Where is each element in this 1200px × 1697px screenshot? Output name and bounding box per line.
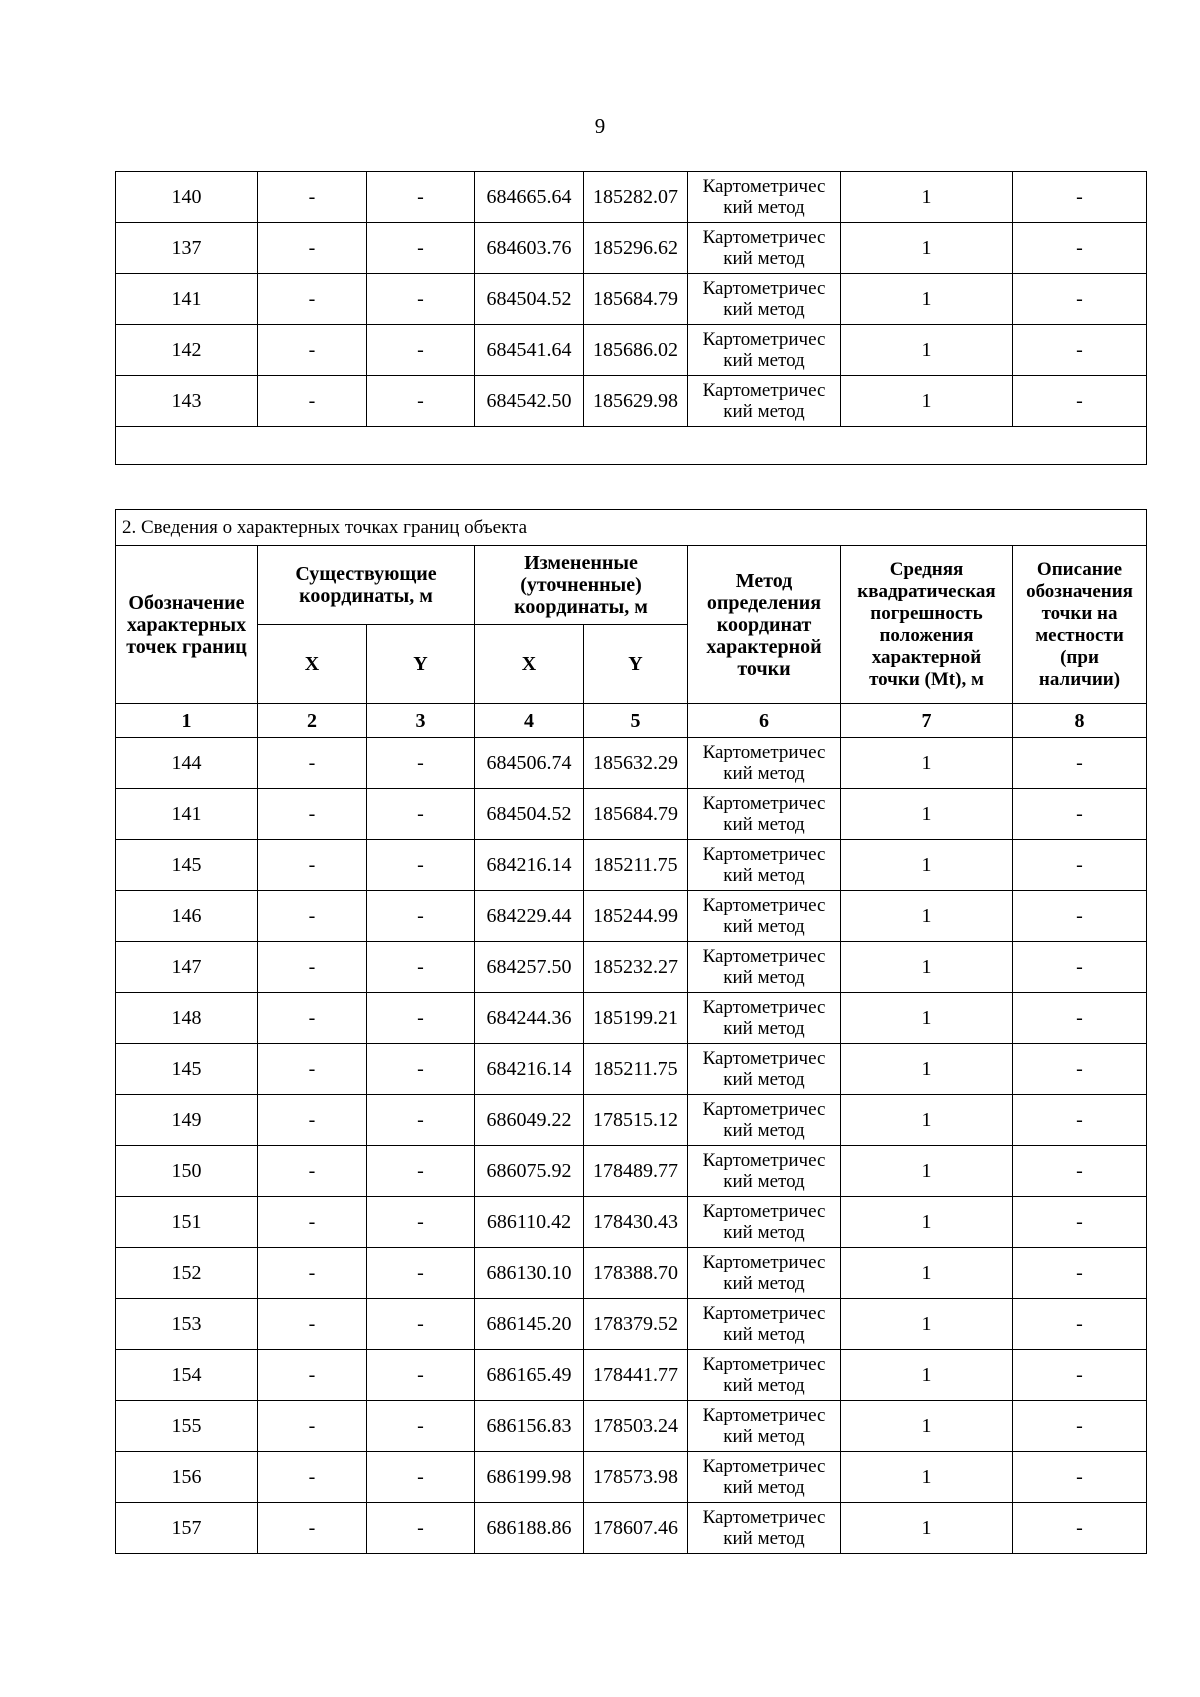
- method-line: кий метод: [723, 1528, 805, 1549]
- method-line: кий метод: [723, 814, 805, 835]
- method-cell: [688, 172, 841, 223]
- changed-x-cell: 686165.49: [475, 1350, 584, 1401]
- changed-y-cell: 178489.77: [584, 1146, 688, 1197]
- method-line: кий метод: [723, 350, 805, 371]
- description-cell: -: [1013, 1197, 1147, 1248]
- point-id-cell: 154: [116, 1350, 258, 1401]
- method-cell: [688, 1095, 841, 1146]
- point-id-cell: 147: [116, 942, 258, 993]
- method-line: кий метод: [723, 1120, 805, 1141]
- column-number: 3: [367, 704, 475, 738]
- table-row: [116, 738, 1147, 789]
- table-row: [116, 1146, 1147, 1197]
- changed-y-cell: 185232.27: [584, 942, 688, 993]
- changed-x-cell: 686075.92: [475, 1146, 584, 1197]
- method-cell: [688, 1146, 841, 1197]
- mt-cell: 1: [841, 891, 1013, 942]
- method-line: кий метод: [723, 1171, 805, 1192]
- existing-x-cell: -: [258, 274, 367, 325]
- mt-cell: 1: [841, 738, 1013, 789]
- table-row: [116, 789, 1147, 840]
- existing-x-cell: -: [258, 1350, 367, 1401]
- mt-cell: 1: [841, 1503, 1013, 1554]
- description-cell: -: [1013, 1503, 1147, 1554]
- existing-x-cell: -: [258, 1452, 367, 1503]
- existing-y-cell: -: [367, 738, 475, 789]
- method-line: кий метод: [723, 967, 805, 988]
- description-cell: -: [1013, 274, 1147, 325]
- point-id-cell: 141: [116, 274, 258, 325]
- changed-y-cell: 185211.75: [584, 1044, 688, 1095]
- method-line: кий метод: [723, 763, 805, 784]
- description-cell: -: [1013, 1095, 1147, 1146]
- existing-y-cell: -: [367, 789, 475, 840]
- existing-y-cell: -: [367, 1299, 475, 1350]
- description-cell: -: [1013, 1452, 1147, 1503]
- changed-x-cell: 686156.83: [475, 1401, 584, 1452]
- header-description-line: (при: [1060, 646, 1099, 668]
- existing-y-cell: -: [367, 172, 475, 223]
- existing-x-cell: -: [258, 993, 367, 1044]
- changed-y-cell: 178503.24: [584, 1401, 688, 1452]
- method-line: Картометричес: [702, 278, 826, 299]
- existing-x-cell: -: [258, 376, 367, 427]
- changed-x-cell: 684504.52: [475, 274, 584, 325]
- changed-x-cell: 686110.42: [475, 1197, 584, 1248]
- description-cell: -: [1013, 1299, 1147, 1350]
- header-mt-line: квадратическая: [857, 580, 996, 602]
- point-id-cell: 148: [116, 993, 258, 1044]
- point-id-cell: 142: [116, 325, 258, 376]
- existing-x-cell: -: [258, 1044, 367, 1095]
- description-cell: -: [1013, 1401, 1147, 1452]
- method-cell: [688, 1401, 841, 1452]
- description-cell: -: [1013, 1248, 1147, 1299]
- mt-cell: 1: [841, 1197, 1013, 1248]
- existing-x-cell: -: [258, 891, 367, 942]
- table-row: [116, 325, 1147, 376]
- description-cell: -: [1013, 1044, 1147, 1095]
- description-cell: -: [1013, 738, 1147, 789]
- changed-y-cell: 185632.29: [584, 738, 688, 789]
- description-cell: -: [1013, 789, 1147, 840]
- column-number: 5: [584, 704, 688, 738]
- changed-x-cell: 686145.20: [475, 1299, 584, 1350]
- points-table-continued: [115, 171, 1147, 465]
- existing-y-cell: -: [367, 1452, 475, 1503]
- existing-y-cell: -: [367, 376, 475, 427]
- column-number: 8: [1013, 704, 1147, 738]
- existing-y-cell: -: [367, 325, 475, 376]
- existing-x-cell: -: [258, 840, 367, 891]
- table-row: [116, 942, 1147, 993]
- mt-cell: 1: [841, 1095, 1013, 1146]
- mt-cell: 1: [841, 942, 1013, 993]
- method-line: Картометричес: [702, 1303, 826, 1324]
- changed-y-cell: 178573.98: [584, 1452, 688, 1503]
- boundary-points-table: [115, 509, 1147, 1554]
- table-row: [116, 1503, 1147, 1554]
- method-line: кий метод: [723, 1477, 805, 1498]
- method-cell: [688, 1452, 841, 1503]
- mt-cell: 1: [841, 993, 1013, 1044]
- method-line: кий метод: [723, 1324, 805, 1345]
- mt-cell: 1: [841, 1401, 1013, 1452]
- description-cell: -: [1013, 993, 1147, 1044]
- header-changed-x: X: [475, 625, 584, 704]
- existing-y-cell: -: [367, 1095, 475, 1146]
- table-row: [116, 840, 1147, 891]
- boundary-points-table-body: [116, 738, 1147, 1554]
- table-row: [116, 891, 1147, 942]
- method-line: кий метод: [723, 299, 805, 320]
- method-line: Картометричес: [702, 329, 826, 350]
- header-changed-y: Y: [584, 625, 688, 704]
- method-cell: [688, 1503, 841, 1554]
- existing-x-cell: -: [258, 1503, 367, 1554]
- method-cell: [688, 789, 841, 840]
- table-row: [116, 1299, 1147, 1350]
- method-line: Картометричес: [702, 844, 826, 865]
- column-number: 4: [475, 704, 584, 738]
- method-line: Картометричес: [702, 1252, 826, 1273]
- method-cell: [688, 325, 841, 376]
- table-row: [116, 1044, 1147, 1095]
- method-line: кий метод: [723, 916, 805, 937]
- table-row: [116, 1452, 1147, 1503]
- method-cell: [688, 1248, 841, 1299]
- existing-x-cell: -: [258, 1299, 367, 1350]
- header-description-line: наличии): [1038, 668, 1121, 690]
- header-changed-line: (уточненные): [520, 574, 642, 596]
- header-point-id-line: характерных: [126, 613, 247, 636]
- points-table-continued-body: [116, 172, 1147, 465]
- section-title: 2. Сведения о характерных точках границ объекта: [116, 510, 1147, 546]
- page-number: 9: [594, 114, 606, 138]
- header-mean-square-error: [841, 546, 1013, 704]
- method-line: Картометричес: [702, 793, 826, 814]
- existing-x-cell: -: [258, 325, 367, 376]
- method-line: кий метод: [723, 1426, 805, 1447]
- changed-x-cell: 684506.74: [475, 738, 584, 789]
- header-description-line: Описание: [1036, 558, 1123, 580]
- header-existing-x: X: [258, 625, 367, 704]
- empty-row: [116, 427, 1147, 465]
- header-changed-line: Измененные: [524, 552, 638, 574]
- column-number: 1: [116, 704, 258, 738]
- mt-cell: 1: [841, 1452, 1013, 1503]
- existing-y-cell: -: [367, 1197, 475, 1248]
- changed-y-cell: 178430.43: [584, 1197, 688, 1248]
- existing-x-cell: -: [258, 1146, 367, 1197]
- header-existing-y: Y: [367, 625, 475, 704]
- existing-y-cell: -: [367, 1503, 475, 1554]
- method-line: кий метод: [723, 1375, 805, 1396]
- changed-x-cell: 684229.44: [475, 891, 584, 942]
- description-cell: -: [1013, 1146, 1147, 1197]
- table-row: [116, 1350, 1147, 1401]
- header-mt-line: точки (Mt), м: [869, 668, 984, 690]
- mt-cell: 1: [841, 1350, 1013, 1401]
- changed-y-cell: 185684.79: [584, 789, 688, 840]
- changed-y-cell: 185629.98: [584, 376, 688, 427]
- method-line: Картометричес: [702, 895, 826, 916]
- header-mt-line: положения: [879, 624, 974, 646]
- table-row: [116, 1401, 1147, 1452]
- point-id-cell: 152: [116, 1248, 258, 1299]
- header-method-line: характерной: [706, 635, 822, 658]
- method-cell: [688, 840, 841, 891]
- existing-y-cell: -: [367, 942, 475, 993]
- header-point-id-line: Обозначение: [128, 591, 245, 614]
- method-line: кий метод: [723, 1222, 805, 1243]
- header-method-line: определения: [706, 591, 822, 614]
- existing-y-cell: -: [367, 891, 475, 942]
- point-id-cell: 157: [116, 1503, 258, 1554]
- method-cell: [688, 1350, 841, 1401]
- point-id-cell: 141: [116, 789, 258, 840]
- existing-y-cell: -: [367, 1146, 475, 1197]
- description-cell: -: [1013, 172, 1147, 223]
- header-point-id-line: точек границ: [126, 635, 247, 658]
- point-id-cell: 150: [116, 1146, 258, 1197]
- header-method-line: точки: [737, 657, 791, 680]
- point-id-cell: 149: [116, 1095, 258, 1146]
- changed-y-cell: 185684.79: [584, 274, 688, 325]
- existing-y-cell: -: [367, 840, 475, 891]
- table-row: [116, 376, 1147, 427]
- method-line: кий метод: [723, 1018, 805, 1039]
- table-row: [116, 274, 1147, 325]
- existing-y-cell: -: [367, 993, 475, 1044]
- header-method: [688, 546, 841, 704]
- mt-cell: 1: [841, 376, 1013, 427]
- mt-cell: 1: [841, 789, 1013, 840]
- method-line: кий метод: [723, 248, 805, 269]
- changed-y-cell: 185199.21: [584, 993, 688, 1044]
- mt-cell: 1: [841, 274, 1013, 325]
- changed-x-cell: 684257.50: [475, 942, 584, 993]
- table-row: [116, 993, 1147, 1044]
- description-cell: -: [1013, 942, 1147, 993]
- changed-x-cell: 684541.64: [475, 325, 584, 376]
- point-id-cell: 156: [116, 1452, 258, 1503]
- existing-y-cell: -: [367, 1248, 475, 1299]
- method-line: Картометричес: [702, 1201, 826, 1222]
- method-line: Картометричес: [702, 176, 826, 197]
- mt-cell: 1: [841, 1146, 1013, 1197]
- method-line: кий метод: [723, 401, 805, 422]
- existing-x-cell: -: [258, 1248, 367, 1299]
- method-line: кий метод: [723, 865, 805, 886]
- table-row: [116, 1095, 1147, 1146]
- header-mt-line: характерной: [871, 646, 982, 668]
- method-line: Картометричес: [702, 1048, 826, 1069]
- existing-x-cell: -: [258, 789, 367, 840]
- method-line: Картометричес: [702, 1150, 826, 1171]
- changed-y-cell: 178607.46: [584, 1503, 688, 1554]
- header-description: [1013, 546, 1147, 704]
- changed-y-cell: 185282.07: [584, 172, 688, 223]
- changed-y-cell: 185244.99: [584, 891, 688, 942]
- existing-x-cell: -: [258, 223, 367, 274]
- header-changed-line: координаты, м: [514, 596, 648, 618]
- header-existing-line: Существующие: [295, 563, 437, 585]
- changed-x-cell: 686130.10: [475, 1248, 584, 1299]
- mt-cell: 1: [841, 223, 1013, 274]
- header-point-id: [116, 546, 258, 704]
- existing-x-cell: -: [258, 1197, 367, 1248]
- table-row: [116, 172, 1147, 223]
- method-cell: [688, 738, 841, 789]
- method-line: Картометричес: [702, 742, 826, 763]
- method-line: Картометричес: [702, 227, 826, 248]
- point-id-cell: 137: [116, 223, 258, 274]
- existing-x-cell: -: [258, 1401, 367, 1452]
- description-cell: -: [1013, 1350, 1147, 1401]
- header-existing-line: координаты, м: [299, 585, 433, 607]
- method-cell: [688, 993, 841, 1044]
- existing-x-cell: -: [258, 738, 367, 789]
- description-cell: -: [1013, 325, 1147, 376]
- point-id-cell: 145: [116, 840, 258, 891]
- column-number: 2: [258, 704, 367, 738]
- header-existing-coordinates: [258, 546, 475, 625]
- header-method-line: координат: [716, 613, 812, 636]
- method-cell: [688, 274, 841, 325]
- mt-cell: 1: [841, 840, 1013, 891]
- table-row: [116, 1248, 1147, 1299]
- column-number: 7: [841, 704, 1013, 738]
- method-line: Картометричес: [702, 1507, 826, 1528]
- method-line: Картометричес: [702, 946, 826, 967]
- mt-cell: 1: [841, 172, 1013, 223]
- method-line: Картометричес: [702, 1405, 826, 1426]
- method-cell: [688, 1044, 841, 1095]
- existing-y-cell: -: [367, 1401, 475, 1452]
- method-line: кий метод: [723, 1069, 805, 1090]
- method-cell: [688, 1197, 841, 1248]
- point-id-cell: 155: [116, 1401, 258, 1452]
- changed-y-cell: 178379.52: [584, 1299, 688, 1350]
- existing-y-cell: -: [367, 1350, 475, 1401]
- point-id-cell: 143: [116, 376, 258, 427]
- description-cell: -: [1013, 223, 1147, 274]
- description-cell: -: [1013, 891, 1147, 942]
- method-cell: [688, 1299, 841, 1350]
- empty-cell: [116, 427, 1147, 465]
- mt-cell: 1: [841, 325, 1013, 376]
- point-id-cell: 146: [116, 891, 258, 942]
- header-mt-line: погрешность: [870, 602, 983, 624]
- changed-y-cell: 178515.12: [584, 1095, 688, 1146]
- changed-x-cell: 684665.64: [475, 172, 584, 223]
- method-cell: [688, 223, 841, 274]
- header-description-line: точки на: [1041, 602, 1118, 624]
- mt-cell: 1: [841, 1299, 1013, 1350]
- method-line: кий метод: [723, 1273, 805, 1294]
- method-line: кий метод: [723, 197, 805, 218]
- existing-x-cell: -: [258, 1095, 367, 1146]
- changed-x-cell: 684216.14: [475, 840, 584, 891]
- changed-x-cell: 686199.98: [475, 1452, 584, 1503]
- changed-x-cell: 686188.86: [475, 1503, 584, 1554]
- method-line: Картометричес: [702, 997, 826, 1018]
- table-row: [116, 1197, 1147, 1248]
- existing-y-cell: -: [367, 274, 475, 325]
- method-line: Картометричес: [702, 1354, 826, 1375]
- existing-x-cell: -: [258, 172, 367, 223]
- method-cell: [688, 376, 841, 427]
- mt-cell: 1: [841, 1044, 1013, 1095]
- description-cell: -: [1013, 840, 1147, 891]
- changed-x-cell: 684603.76: [475, 223, 584, 274]
- point-id-cell: 153: [116, 1299, 258, 1350]
- existing-x-cell: -: [258, 942, 367, 993]
- column-number: 6: [688, 704, 841, 738]
- header-description-line: обозначения: [1026, 580, 1133, 602]
- method-line: Картометричес: [702, 1456, 826, 1477]
- changed-y-cell: 178388.70: [584, 1248, 688, 1299]
- changed-x-cell: 686049.22: [475, 1095, 584, 1146]
- changed-y-cell: 178441.77: [584, 1350, 688, 1401]
- method-line: Картометричес: [702, 1099, 826, 1120]
- header-method-line: Метод: [735, 569, 793, 592]
- changed-y-cell: 185211.75: [584, 840, 688, 891]
- method-cell: [688, 942, 841, 993]
- description-cell: -: [1013, 376, 1147, 427]
- mt-cell: 1: [841, 1248, 1013, 1299]
- changed-x-cell: 684244.36: [475, 993, 584, 1044]
- table-row: [116, 223, 1147, 274]
- changed-x-cell: 684542.50: [475, 376, 584, 427]
- changed-y-cell: 185686.02: [584, 325, 688, 376]
- method-line: Картометричес: [702, 380, 826, 401]
- method-cell: [688, 891, 841, 942]
- changed-x-cell: 684216.14: [475, 1044, 584, 1095]
- existing-y-cell: -: [367, 223, 475, 274]
- header-description-line: местности: [1035, 624, 1124, 646]
- header-mt-line: Средняя: [889, 558, 964, 580]
- point-id-cell: 151: [116, 1197, 258, 1248]
- point-id-cell: 145: [116, 1044, 258, 1095]
- point-id-cell: 144: [116, 738, 258, 789]
- point-id-cell: 140: [116, 172, 258, 223]
- existing-y-cell: -: [367, 1044, 475, 1095]
- header-changed-coordinates: [475, 546, 688, 625]
- changed-y-cell: 185296.62: [584, 223, 688, 274]
- changed-x-cell: 684504.52: [475, 789, 584, 840]
